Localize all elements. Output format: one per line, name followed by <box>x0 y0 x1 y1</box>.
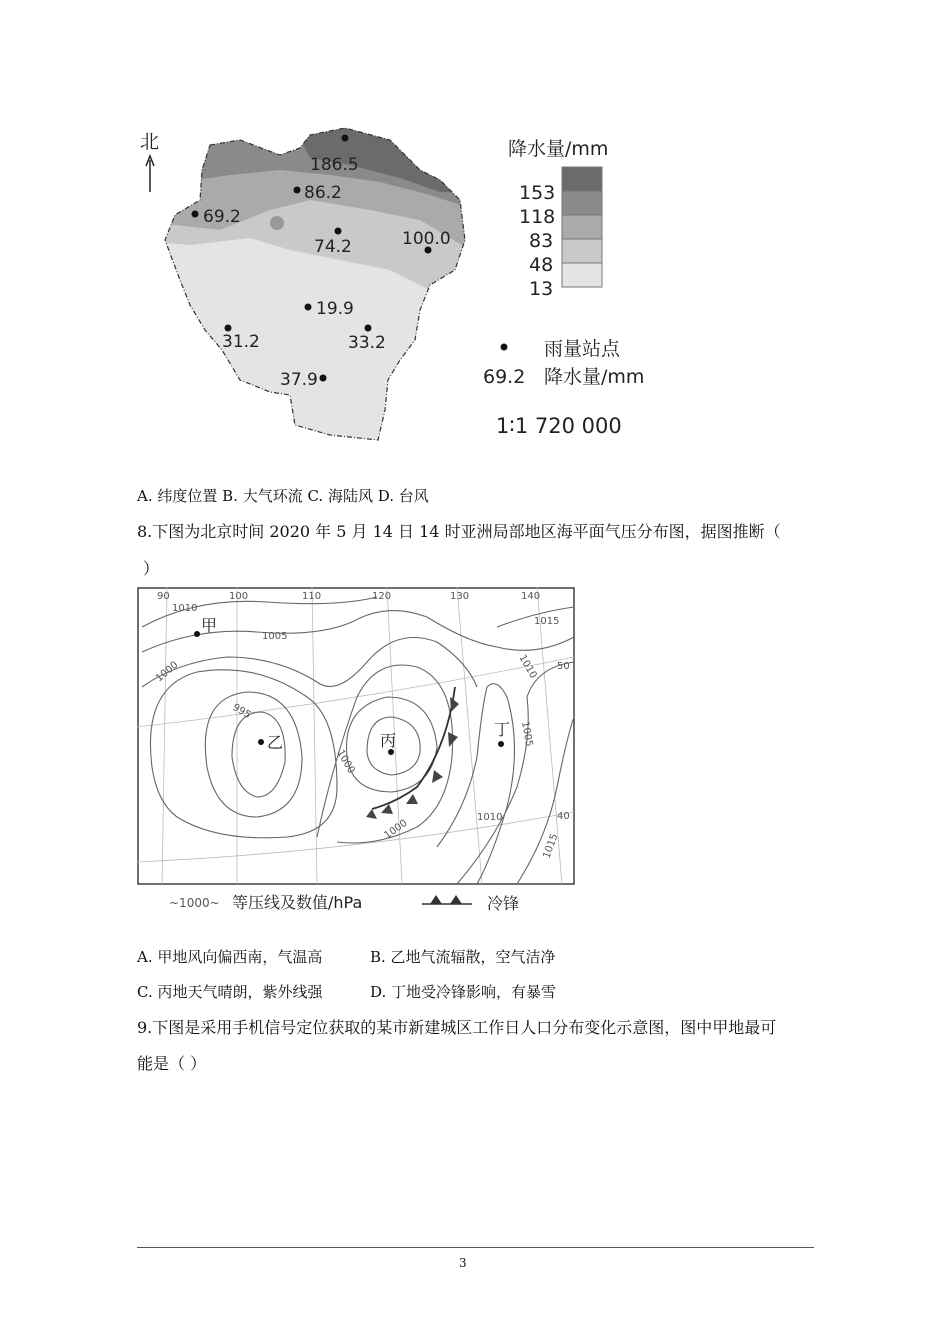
isobar-map <box>137 587 577 917</box>
isobar-label-1000-center: 1000 <box>334 748 357 776</box>
lon-110: 110 <box>302 591 322 602</box>
svg-text:丙: 丙 <box>380 731 397 750</box>
isobar-label-1005: 1005 <box>262 631 288 642</box>
north-label: 北 <box>140 131 160 153</box>
svg-text:33.2: 33.2 <box>348 333 386 353</box>
legend-front-text: 冷锋 <box>487 894 520 913</box>
svg-text:31.2: 31.2 <box>222 332 260 352</box>
station-legend-dot-icon <box>501 344 508 351</box>
legend-isobar-text: 等压线及数值/hPa <box>232 893 363 912</box>
legend-colorbar <box>562 167 602 287</box>
q8-option-c: C. 丙地天气晴朗，紫外线强 <box>137 983 323 1001</box>
precipitation-map <box>130 120 680 450</box>
svg-text:19.9: 19.9 <box>316 299 354 319</box>
legend-isobar-sample: ~1000~ <box>169 896 220 910</box>
q8-stem-line2: ） <box>143 559 160 578</box>
legend-title: 降水量/mm <box>508 138 609 160</box>
isobar-label-1010: 1010 <box>172 603 198 614</box>
page-number: 3 <box>459 1256 467 1270</box>
lon-90: 90 <box>157 591 170 602</box>
svg-text:乙: 乙 <box>267 733 284 752</box>
lon-100: 100 <box>229 591 249 602</box>
lon-120: 120 <box>372 591 392 602</box>
q8-option-a: A. 甲地风向偏西南，气温高 <box>137 948 323 966</box>
lat-50: 50 <box>557 661 570 672</box>
isobar-label-1005-east: 1005 <box>519 720 535 748</box>
svg-text:186.5: 186.5 <box>310 155 359 175</box>
isobar-label-1010-south: 1010 <box>477 812 503 823</box>
q8-stem-line1: 8.下图为北京时间 2020 年 5 月 14 日 14 时亚洲局部地区海平面气压分布图，据图推断（ <box>137 522 781 541</box>
value-legend-sample: 69.2 <box>483 366 526 388</box>
svg-text:69.2: 69.2 <box>203 207 241 227</box>
station-legend-text: 雨量站点 <box>544 338 621 360</box>
svg-text:100.0: 100.0 <box>402 229 451 249</box>
legend-front-triangle-icon <box>430 895 462 904</box>
footer-divider <box>137 1247 814 1248</box>
legend-break-118: 118 <box>519 206 556 228</box>
q8-option-d: D. 丁地受冷锋影响，有暴雪 <box>370 983 557 1001</box>
q9-stem-line1: 9.下图是采用手机信号定位获取的某市新建城区工作日人口分布变化示意图，图中甲地最可 <box>137 1018 777 1037</box>
isobar-label-1010-ne: 1010 <box>516 653 539 681</box>
svg-text:86.2: 86.2 <box>304 183 342 203</box>
legend-break-48: 48 <box>529 254 554 276</box>
legend-break-83: 83 <box>529 230 554 252</box>
legend-break-13: 13 <box>529 278 554 300</box>
svg-text:37.9: 37.9 <box>280 370 318 390</box>
svg-text:74.2: 74.2 <box>314 237 352 257</box>
q9-stem-line2: 能是（ ） <box>137 1054 207 1073</box>
isobar-label-1000-west: 1000 <box>153 659 181 685</box>
lon-130: 130 <box>450 591 470 602</box>
svg-text:甲: 甲 <box>201 616 218 635</box>
q7-options: A. 纬度位置 B. 大气环流 C. 海陆风 D. 台风 <box>137 487 429 505</box>
grey-blob <box>270 216 284 230</box>
isobar-label-1015-ne: 1015 <box>534 616 560 627</box>
isobar-label-1015-se: 1015 <box>541 832 561 861</box>
isobar-label-1000-south: 1000 <box>382 817 410 842</box>
svg-text:丁: 丁 <box>494 720 511 739</box>
lon-140: 140 <box>521 591 541 602</box>
q8-option-b: B. 乙地气流辐散，空气洁净 <box>370 948 556 966</box>
isobar-label-995: 995 <box>230 702 253 722</box>
value-legend-text: 降水量/mm <box>544 366 645 388</box>
legend-break-153: 153 <box>519 182 556 204</box>
lat-40: 40 <box>557 811 570 822</box>
map-scale: 1∶1 720 000 <box>496 414 622 438</box>
